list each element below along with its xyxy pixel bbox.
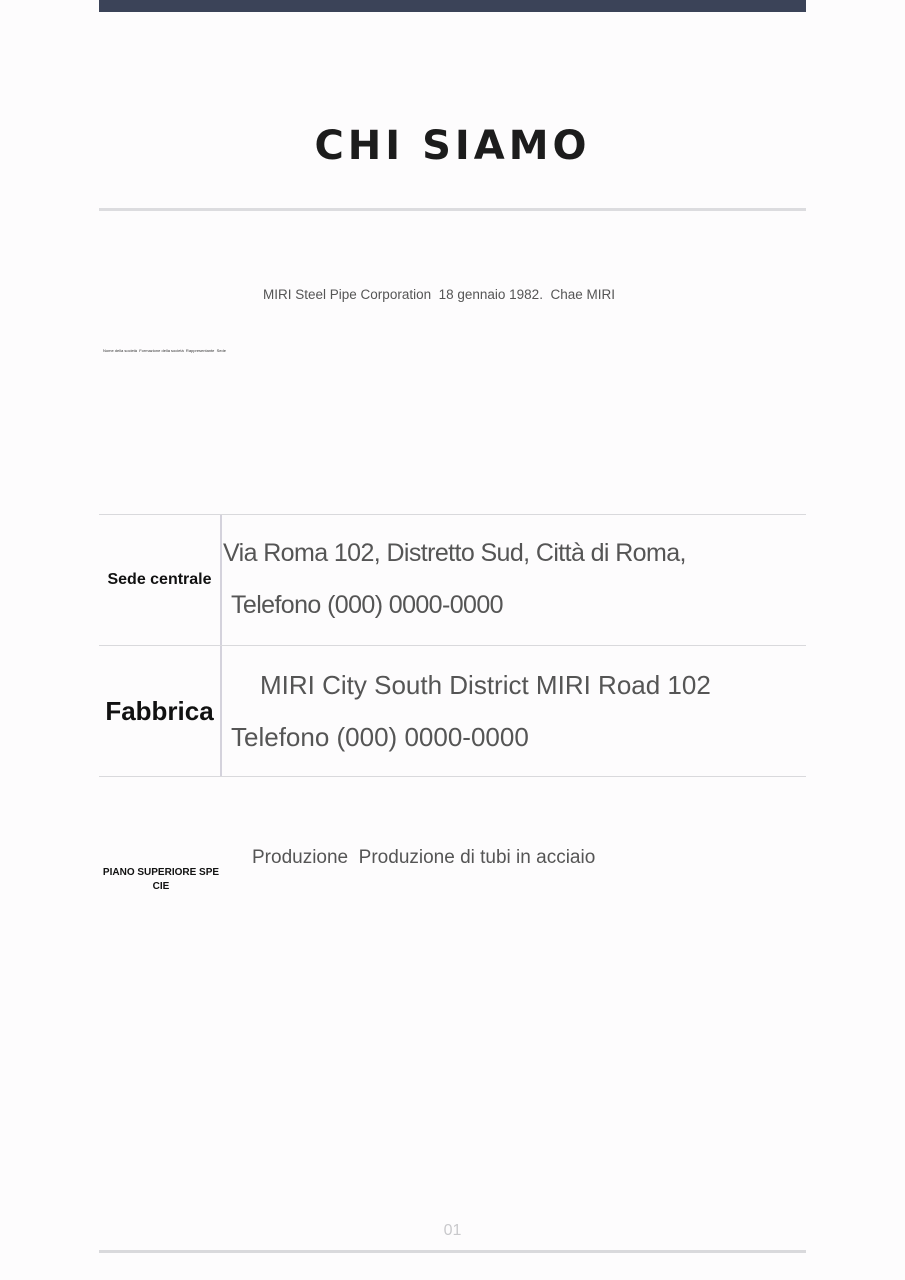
table-row-factory	[99, 646, 806, 777]
spec-value: Produzione Produzione di tubi in acciaio	[252, 847, 596, 868]
title-divider	[99, 208, 806, 211]
address-table	[99, 514, 806, 777]
factory-label: Fabbrica	[105, 695, 214, 726]
headquarters-phone: Telefono (000) 0000-0000	[231, 591, 503, 619]
spec-label-line1: PIANO SUPERIORE SPE	[102, 867, 220, 878]
footer-divider	[99, 1250, 806, 1253]
column-divider	[220, 515, 222, 645]
page-title: CHI SIAMO	[314, 123, 591, 169]
header-bar	[99, 0, 806, 12]
column-divider	[220, 646, 222, 776]
headquarters-label: Sede centrale	[107, 571, 212, 588]
spec-label	[99, 866, 223, 894]
factory-phone: Telefono (000) 0000-0000	[231, 722, 529, 752]
intro-text: MIRI Steel Pipe Corporation 18 gennaio 1982. Chae MIRI	[263, 287, 615, 302]
company-field-labels: Nome della società Formazione della società Rappresentante Sede	[103, 348, 226, 353]
table-row-headquarters	[99, 515, 806, 646]
headquarters-value	[223, 515, 803, 645]
spec-label-line2: CIE	[152, 881, 170, 892]
headquarters-address: Via Roma 102, Distretto Sud, Città di Roma,	[223, 539, 686, 567]
factory-value	[223, 646, 803, 776]
page-number: 01	[443, 1222, 462, 1239]
factory-address: MIRI City South District MIRI Road 102	[260, 670, 711, 700]
